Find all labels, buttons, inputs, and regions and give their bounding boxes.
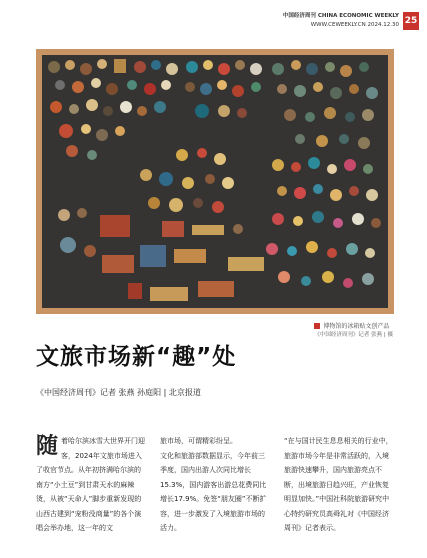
fridge-magnet-wall-image (42, 55, 388, 308)
photo-credit: 《中国经济周刊》记者 张燕 | 摄 (314, 332, 393, 338)
article-body (36, 434, 394, 536)
article-headline: 文旅市场新“趣”处 (36, 344, 237, 370)
caption-marker-icon (314, 323, 320, 329)
column-3 (284, 434, 394, 536)
column-3-paragraph: “在与国计民生息息相关的行业中，旅游市场今年是非常活跃的，入境旅游快速攀升，国内旅游亮点不断，出境旅游日趋兴旺，产业恢复明显加快。”中国社科院旅游研究中心特约研究员高舜礼对《中国经济周刊》记者表示。 (284, 437, 393, 532)
column-2 (160, 434, 270, 536)
photo-caption (314, 322, 393, 340)
article-photo (36, 49, 394, 314)
column-2-paragraph-2: 文化和旅游部数据显示，今年前三季度，国内出游人次同比增长15.3%，国内游客出游总花费同比增长17.9%。免签“朋友圈”不断扩容，进一步激发了入境旅游市场的活力。 (160, 451, 267, 532)
header-text (283, 12, 399, 30)
page-header (283, 12, 419, 30)
article-byline: 《中国经济周刊》记者 张燕 孙庭阳 | 北京报道 (36, 388, 201, 397)
column-2-paragraph-1: 旅市场，可谓精彩纷呈。 (160, 437, 237, 445)
caption-text: 博物馆的冰箱贴文创产品 (323, 323, 390, 330)
column-1-text: 着哈尔滨冰雪大世界开门迎客，2024年文旅市场进入了收官节点。从年初挤满哈尔滨的南方“小土豆”到甘肃天水的麻辣烫，从被“天命人”脚步重新发现的山西古建到“宠粉没商量”的各个演唱会举办地，这一年的文 (36, 437, 146, 532)
column-1 (36, 434, 146, 536)
drop-cap: 随 (36, 434, 59, 459)
page-number: 25 (403, 12, 419, 30)
publication-url-date: WWW.CEWEEKLY.CN 2024.12.30 (310, 22, 399, 28)
publication-name: 中国经济周刊 CHINA ECONOMIC WEEKLY (282, 13, 399, 19)
